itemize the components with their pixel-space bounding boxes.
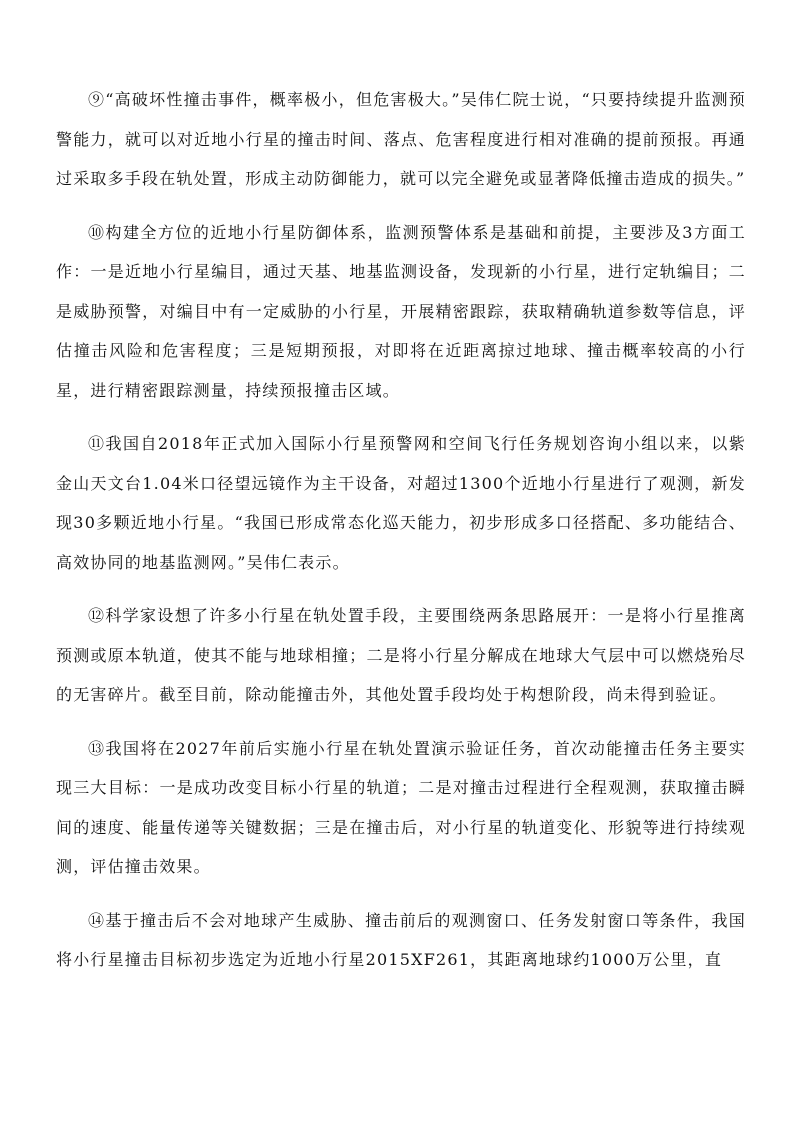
paragraph-12: ⑫科学家设想了许多小行星在轨处置手段，主要围绕两条思路展开：一是将小行星推离预测或原本轨道，使其不能与地球相撞；二是将小行星分解成在地球大气层中可以燃烧殆尽的无害碎片。截至目前，除动能撞击外，其他处置手段均处于构想阶段，尚未得到验证。 — [56, 606, 746, 704]
paragraph-9: ⑨“高破坏性撞击事件，概率极小，但危害极大。”吴伟仁院士说，“只要持续提升监测预警能力，就可以对近地小行星的撞击时间、落点、危害程度进行相对准确的提前预报。再通过采取多手段在轨处置，形成主动防御能力，就可以完全避免或显著降低撞击造成的损失。” — [56, 90, 746, 188]
paragraph-10: ⑩构建全方位的近地小行星防御体系，监测预警体系是基础和前提，主要涉及3方面工作：一是近地小行星编目，通过天基、地基监测设备，发现新的小行星，进行定轨编目；二是威胁预警，对编目中有一定威胁的小行星，开展精密跟踪，获取精确轨道参数等信息，评估撞击风险和危害程度；三是短期预报，对即将在近距离掠过地球、撞击概率较高的小行星，进行精密跟踪测量，持续预报撞击区域。 — [56, 222, 746, 400]
paragraph-13: ⑬我国将在2027年前后实施小行星在轨处置演示验证任务，首次动能撞击任务主要实现三大目标：一是成功改变目标小行星的轨道；二是对撞击过程进行全程观测，获取撞击瞬间的速度、能量传递等关键数据；三是在撞击后，对小行星的轨道变化、形貌等进行持续观测，评估撞击效果。 — [56, 738, 746, 876]
paragraph-11: ⑪我国自2018年正式加入国际小行星预警网和空间飞行任务规划咨询小组以来，以紫金山天文台1.04米口径望远镜作为主干设备，对超过1300个近地小行星进行了观测，新发现30多颗近地小行星。“我国已形成常态化巡天能力，初步形成多口径搭配、多功能结合、高效协同的地基监测网。”吴伟仁表示。 — [56, 434, 746, 572]
paragraph-14: ⑭基于撞击后不会对地球产生威胁、撞击前后的观测窗口、任务发射窗口等条件，我国将小行星撞击目标初步选定为近地小行星2015XF261，其距离地球约1000万公里，直 — [56, 910, 746, 969]
